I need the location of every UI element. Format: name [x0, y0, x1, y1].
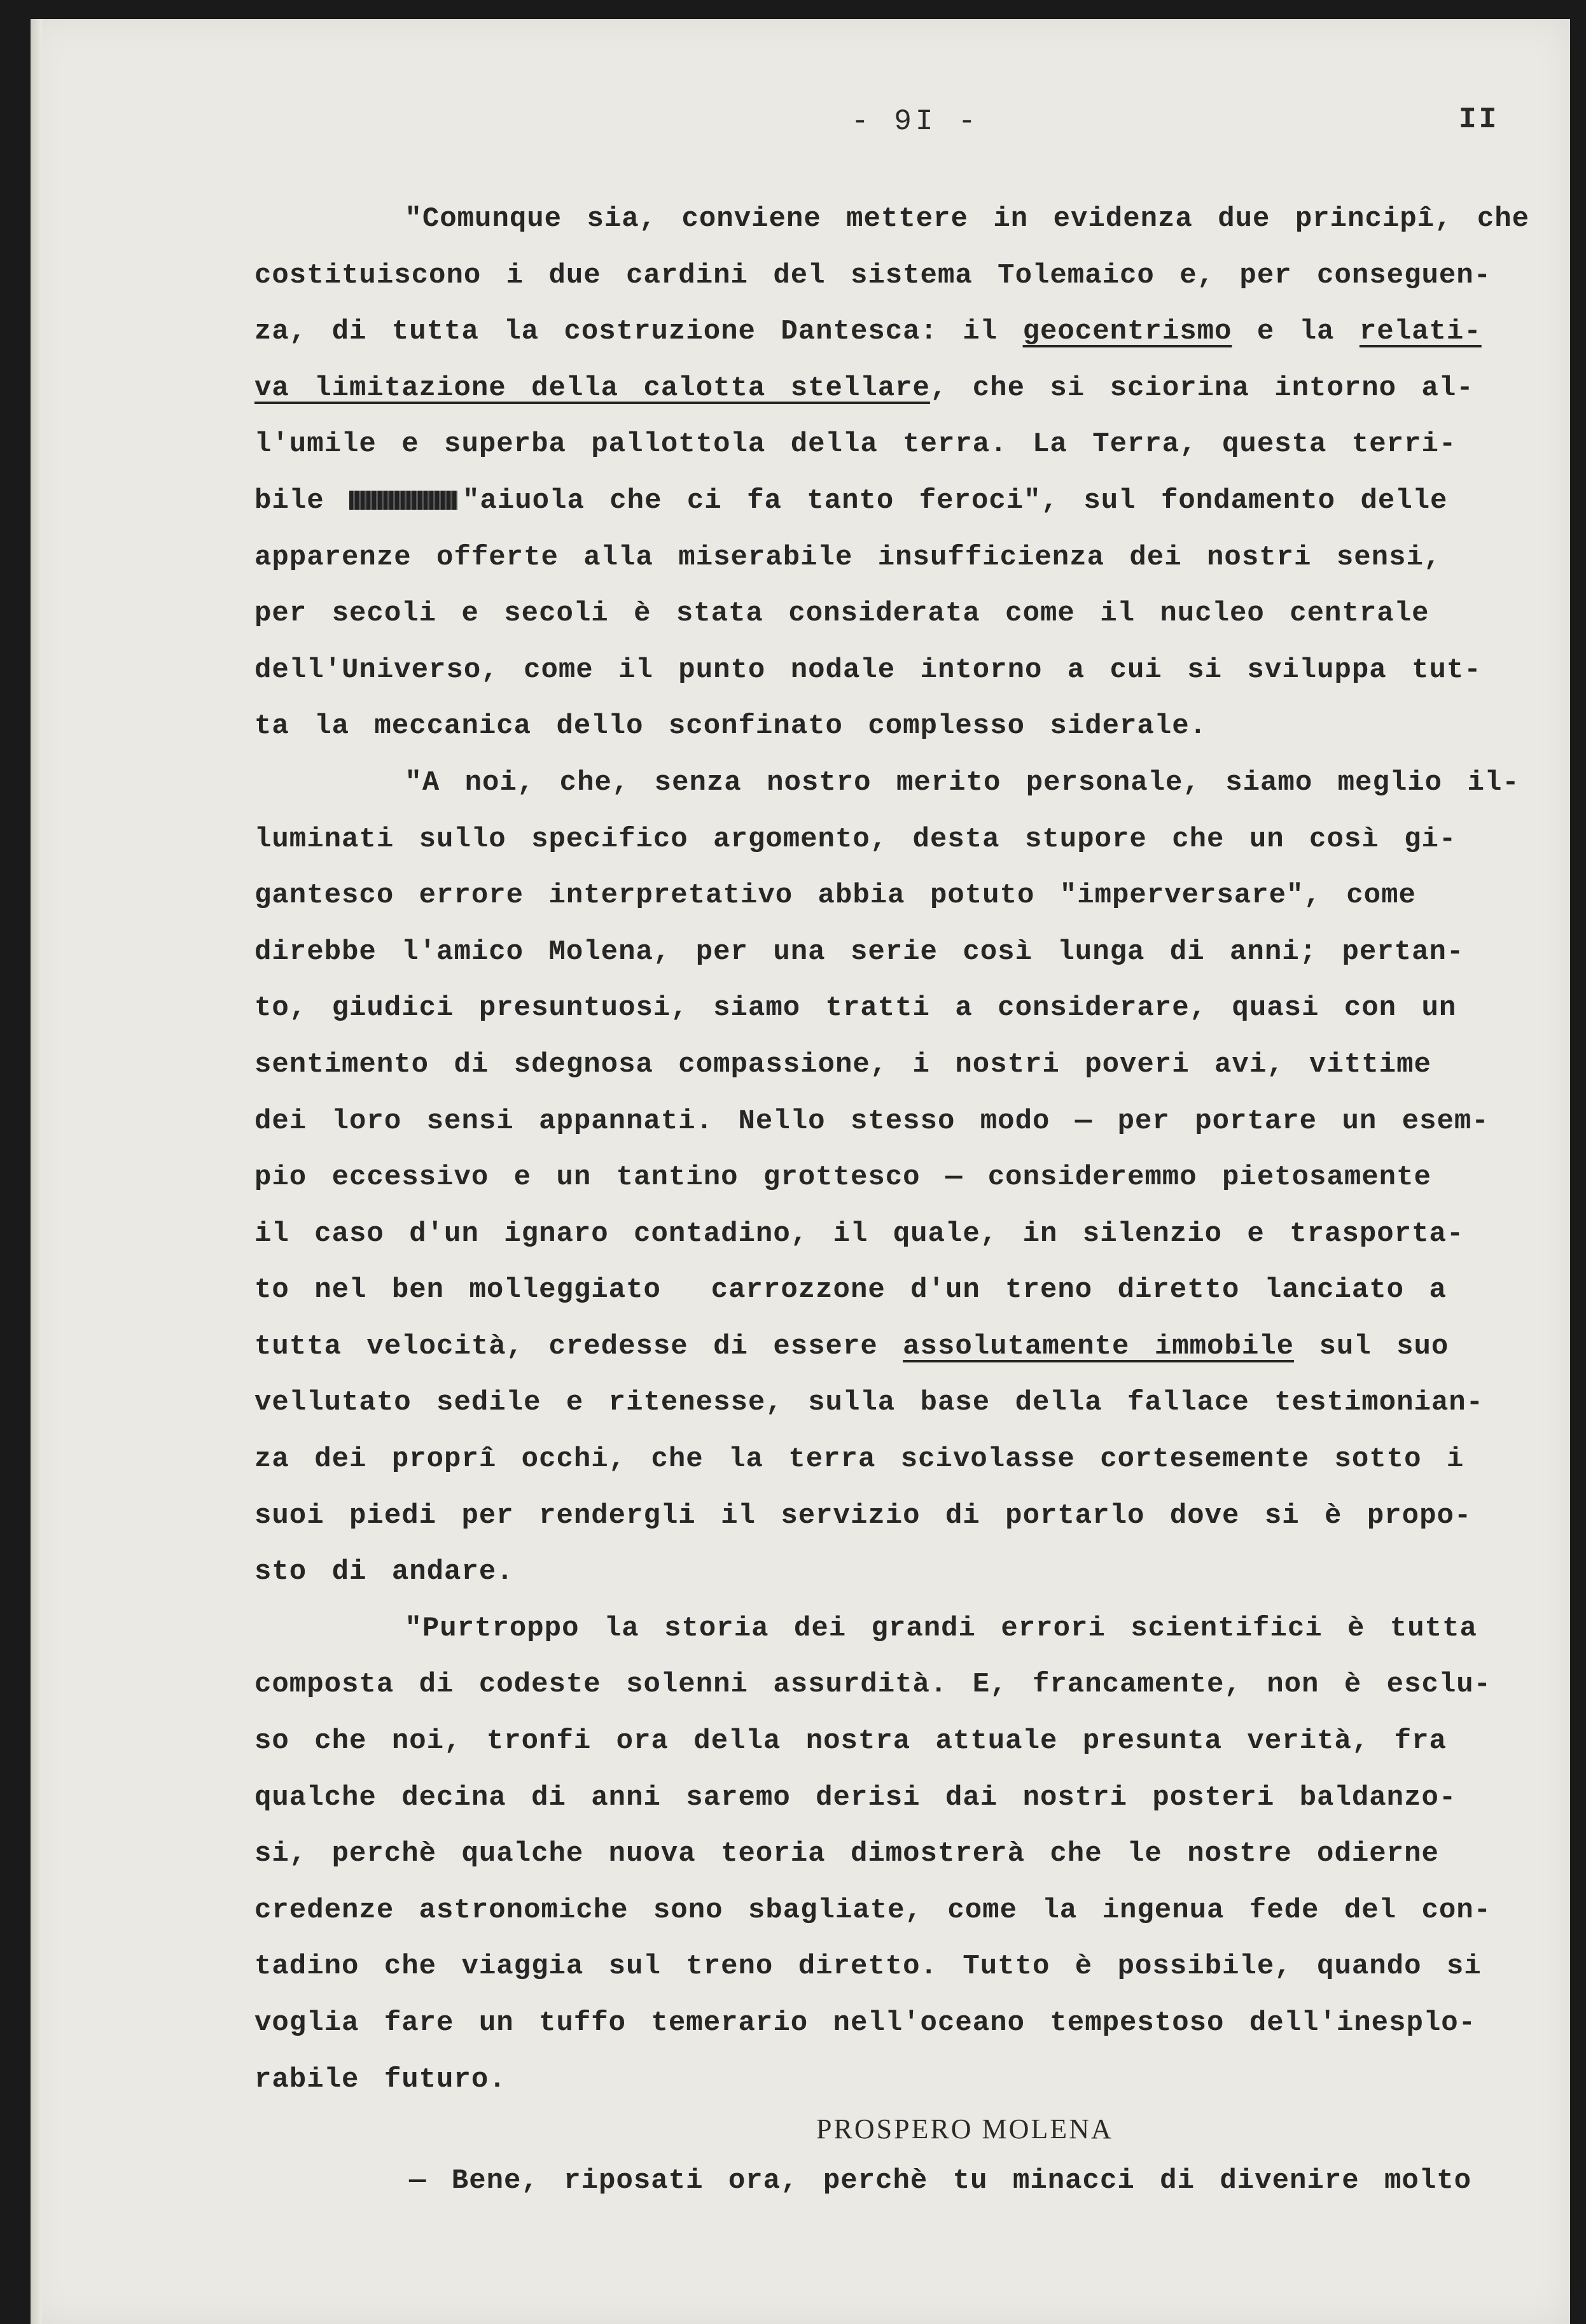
- text-line: qualche decina di anni saremo derisi dai nostri posteri baldanzo-: [254, 1781, 1457, 1814]
- text-line: suoi piedi per rendergli il servizio di portarlo dove si è propo-: [254, 1499, 1472, 1532]
- text-line: to, giudici presuntuosi, siamo tratti a considerare, quasi con un: [254, 992, 1457, 1025]
- text-line: sto di andare.: [254, 1556, 514, 1588]
- text-line: luminati sullo specifico argomento, desta stupore che un così gi-: [254, 823, 1457, 855]
- text-line: voglia fare un tuffo temerario nell'oceano tempestoso dell'inesplo-: [254, 2007, 1477, 2039]
- text-line: za dei proprî occhi, che la terra scivolasse cortesemente sotto i: [254, 1443, 1464, 1476]
- text-line: pio eccessivo e un tantino grottesco — consideremmo pietosamente: [254, 1161, 1431, 1194]
- text-line: gantesco errore interpretativo abbia potuto "imperversare", come: [254, 879, 1416, 912]
- dialogue-line: — Bene, riposati ora, perchè tu minacci di divenire molto: [409, 2165, 1472, 2197]
- text-line-underlined: za, di tutta la costruzione Dantesca: il geocentrismo e la relati-: [254, 316, 1482, 348]
- text-line: credenze astronomiche sono sbagliate, come la ingenua fede del con-: [254, 1894, 1492, 1926]
- text-line-underlined: va limitazione della calotta stellare, che si sciorina intorno al-: [254, 372, 1474, 404]
- text-line: dell'Universo, come il punto nodale intorno a cui si sviluppa tut-: [254, 654, 1482, 686]
- typewritten-page: [31, 19, 1570, 2324]
- page-edge: [31, 19, 42, 2324]
- page-number: - 9I -: [851, 105, 980, 138]
- text-line: sentimento di sdegnosa compassione, i nostri poveri avi, vittime: [254, 1048, 1431, 1081]
- text-line: direbbe l'amico Molena, per una serie così lunga di anni; pertan-: [254, 935, 1464, 968]
- text-line: "Purtroppo la storia dei grandi errori scientifici è tutta: [254, 1612, 1477, 1644]
- text-line-redacted: bile "aiuola che ci fa tanto feroci", sul fondamento delle: [254, 484, 1448, 517]
- text-line: il caso d'un ignaro contadino, il quale, in silenzio e trasporta-: [254, 1217, 1464, 1250]
- text-line: composta di codeste solenni assurdità. E, francamente, non è esclu-: [254, 1669, 1492, 1701]
- text-line: dei loro sensi appannati. Nello stesso modo — per portare un esem-: [254, 1105, 1489, 1137]
- body-text: [254, 191, 1586, 2108]
- text-line: rabile futuro.: [254, 2063, 506, 2096]
- text-line: ta la meccanica dello sconfinato complesso siderale.: [254, 710, 1207, 743]
- text-line: tadino che viaggia sul treno diretto. Tutto è possibile, quando si: [254, 1950, 1482, 1983]
- text-line-underlined: tutta velocità, credesse di essere assolutamente immobile sul suo: [254, 1330, 1449, 1362]
- text-line: si, perchè qualche nuova teoria dimostrerà che le nostre odierne: [254, 1838, 1439, 1870]
- text-line: "Comunque sia, conviene mettere in evidenza due principî, che: [254, 203, 1530, 235]
- text-line: l'umile e superba pallottola della terra. La Terra, questa terri-: [254, 428, 1457, 461]
- text-line: so che noi, tronfi ora della nostra attuale presunta verità, fra: [254, 1725, 1447, 1758]
- speaker-name: PROSPERO MOLENA: [816, 2113, 1113, 2145]
- redaction-blot: [349, 491, 457, 510]
- text-line: costituiscono i due cardini del sistema Tolemaico e, per conseguen-: [254, 259, 1492, 291]
- text-line: "A noi, che, senza nostro merito personale, siamo meglio il-: [254, 766, 1520, 799]
- text-line: per secoli e secoli è stata considerata come il nucleo centrale: [254, 598, 1429, 630]
- text-line: vellutato sedile e ritenesse, sulla base della fallace testimonian-: [254, 1387, 1484, 1419]
- chapter-number: II: [1459, 103, 1499, 136]
- text-line: apparenze offerte alla miserabile insufficienza dei nostri sensi,: [254, 541, 1442, 573]
- text-line: to nel ben molleggiato carrozzone d'un treno diretto lanciato a: [254, 1274, 1447, 1306]
